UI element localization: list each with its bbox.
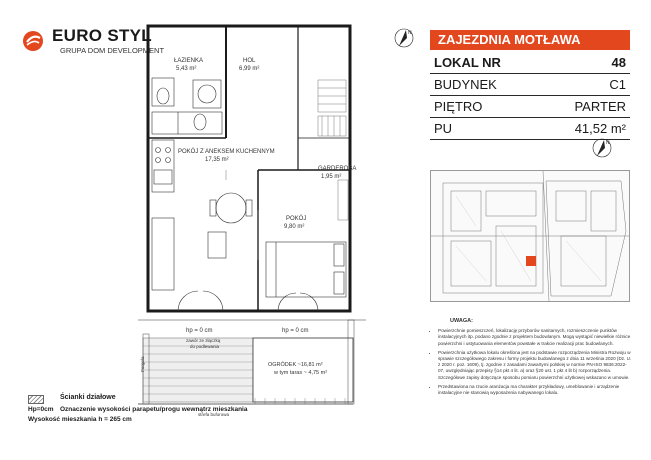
garden-area-label: OGRÓDEK ~16,81 m² xyxy=(268,362,323,368)
walls-legend-swatch xyxy=(28,395,44,404)
project-title: ZAJEZDNIA MOTŁAWA xyxy=(430,30,630,50)
hp-legend-desc: Oznaczenie wysokości parapetu/progu wewnątrz mieszkania xyxy=(60,406,248,413)
room-name-garderoba: GARDEROBA xyxy=(318,166,357,172)
svg-text:N: N xyxy=(408,30,412,36)
info-row-lokal xyxy=(430,52,630,74)
euro-styl-logo-icon xyxy=(22,30,44,52)
info-value: C1 xyxy=(609,77,626,92)
floor-plan xyxy=(138,20,368,425)
terrace-area-label: w tym taras ~ 4,75 m² xyxy=(274,370,328,376)
room-area-lazienka: 5,43 m² xyxy=(176,66,197,72)
room-area-garderoba: 1,95 m² xyxy=(321,174,342,180)
height-legend: Wysokość mieszkania h = 265 cm xyxy=(28,416,132,423)
info-row-budynek xyxy=(430,74,630,96)
site-key-map xyxy=(430,170,630,302)
info-value: PARTER xyxy=(574,99,626,114)
pergola-label: Pergola xyxy=(140,356,145,372)
valve-label: zawór ze złączką xyxy=(186,338,221,343)
info-value: 48 xyxy=(611,55,626,70)
room-area-pokoj-aneks: 17,35 m² xyxy=(205,157,229,163)
notes-heading: UWAGA: xyxy=(450,318,473,324)
info-label: PIĘTRO xyxy=(434,99,483,114)
notes-section xyxy=(428,318,633,399)
svg-text:N: N xyxy=(606,140,610,146)
valve-label-2: do podlewania xyxy=(190,344,220,349)
walls-legend-text: Ścianki działowe xyxy=(60,394,116,401)
brand-name: EURO STYL xyxy=(52,26,152,45)
info-value: 41,52 m² xyxy=(574,121,626,136)
info-label: LOKAL NR xyxy=(434,55,501,70)
info-label: PU xyxy=(434,121,453,136)
hp-label-left: hp = 0 cm xyxy=(186,328,213,334)
room-name-lazienka: ŁAZIENKA xyxy=(174,58,204,64)
note-item: • Powierzchnia użytkowa lokalu określona jest na podstawie rozporządzenia Ministra Rozwoju w sprawie szczegółowego zakresu i formy projektu budowlanego z dnia 11 września 2020 (Dz. U. z 2020 r. poz. 1609), tj. zgodnie z zasadami zawartymi polskiej w normie PN-ISO 9836:2022-07, uwzględniając przepisy §14 pkt 4 lit. a) oraz §20 ust. 1 pkt 4 lit b) rozporządzenia. Szczegółowe zapisy dotyczące sposobu pomiaru powierzchni użytkowej wskazano w umowie. xyxy=(438,350,633,381)
note-item: • Powierzchnie pomieszczeń, lokalizację przyborów sanitarnych, rozmieszczenie punktów instalacyjnych itp. podano zgodnie z projektem budowlanym. Mogą wystąpić niewielkie różnice powierzchni i ustytuowania elementów powstałe w trakcie realizacji prac budowlanych. xyxy=(438,328,633,347)
room-name-pokoj-aneks: POKÓJ Z ANEKSEM KUCHENNYM xyxy=(178,149,275,155)
room-area-pokoj: 9,80 m² xyxy=(284,224,305,230)
brand-subtitle: GRUPA DOM DEVELOPMENT xyxy=(60,46,165,55)
buffer-zone-label: strefa buforowa xyxy=(198,412,230,417)
info-row-pietro xyxy=(430,96,630,118)
north-arrow-icon xyxy=(590,136,614,165)
room-name-pokoj: POKÓJ xyxy=(286,216,307,222)
info-label: BUDYNEK xyxy=(434,77,497,92)
hp-legend-code: Hp=0cm xyxy=(28,406,54,413)
north-arrow-icon xyxy=(392,26,416,55)
room-name-hol: HOL xyxy=(243,58,256,64)
hp-label-right: hp = 0 cm xyxy=(282,328,309,334)
room-area-hol: 6,99 m² xyxy=(239,66,260,72)
note-item: • Przedstawiona na rzucie aranżacja ma charakter przykładowy, umeblowanie i urządzenie instalacyjne nie stanowią wyposażenia nabywanego lokalu. xyxy=(438,384,633,396)
